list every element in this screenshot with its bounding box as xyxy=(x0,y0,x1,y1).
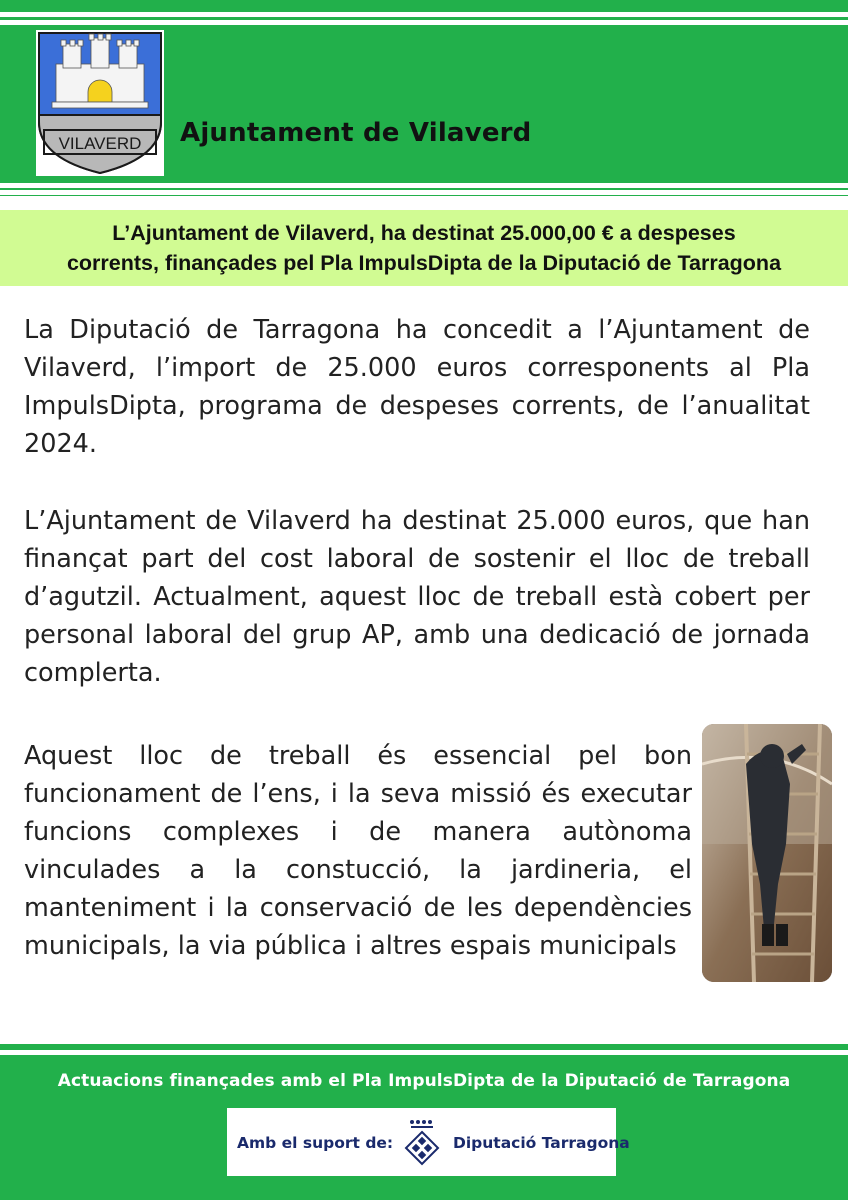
vilaverd-crest-logo xyxy=(36,30,164,176)
header-stripe-top xyxy=(0,12,848,17)
headline-line-1: L’Ajuntament de Vilaverd, ha destinat 25.000,00 € a despeses xyxy=(112,221,736,245)
header-stripe-bottom xyxy=(0,183,848,188)
support-label: Amb el suport de: xyxy=(237,1134,394,1152)
crest-text: VILAVERD xyxy=(58,134,142,153)
organization-title: Ajuntament de Vilaverd xyxy=(180,118,532,148)
body-paragraph-3: Aquest lloc de treball és essencial pel bon funcionament de l’ens, i la seva missió és executar funcions complexes i de manera autònoma vinculades a la constucció, la jardineria, el manteniment i la conservació de les dependències municipals, la via pública i altres espais municipals xyxy=(24,741,692,961)
body-paragraph-1: La Diputació de Tarragona ha concedit a l’Ajuntament de Vilaverd, l’import de 25.000 euros corresponents al Pla ImpulsDipta, programa de despeses corrents, de l’anualitat 2024. xyxy=(24,315,810,459)
header-stripe-bottom-2 xyxy=(0,190,848,195)
footer-stripe-top xyxy=(0,1050,848,1055)
body-paragraph-2: L’Ajuntament de Vilaverd ha destinat 25.000 euros, que han finançat part del cost laboral de sostenir el lloc de treball d’agutzil. Actualment, aquest lloc de treball està cobert per personal laboral del grup AP, amb una dedicació de jornada complerta. xyxy=(24,506,810,688)
footer-caption: Actuacions finançades amb el Pla ImpulsDipta de la Diputació de Tarragona xyxy=(57,1071,791,1091)
sponsor-name: Diputació Tarragona xyxy=(453,1134,630,1152)
support-box xyxy=(227,1108,630,1176)
headline-banner xyxy=(0,210,848,286)
header-stripe-top-2 xyxy=(0,20,848,25)
worker-on-ladder-photo xyxy=(702,724,832,982)
diputacio-logo-icon xyxy=(402,1118,442,1168)
headline-line-2: corrents, finançades pel Pla ImpulsDipta de la Diputació de Tarragona xyxy=(66,251,782,275)
